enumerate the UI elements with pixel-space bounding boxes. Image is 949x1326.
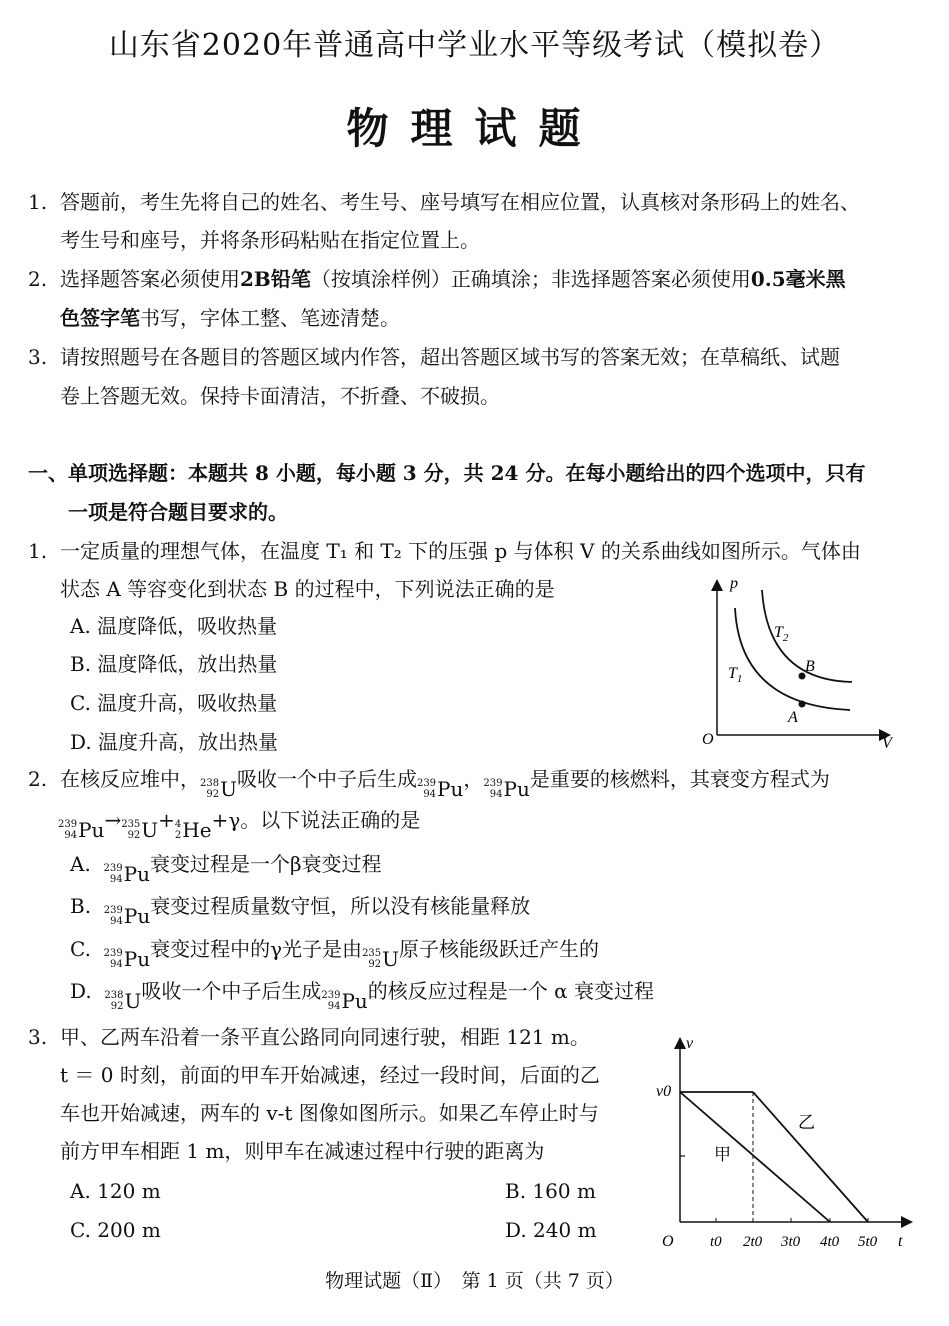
q1-stem-line1: 一定质量的理想气体，在温度 T₁ 和 T₂ 下的压强 p 与体积 V 的关系曲线如图所示。气体由 xyxy=(60,539,861,563)
q2-equation: 239 94 Pu → 235 92 U + 4 2 He +γ。以下说法正确的是 xyxy=(58,808,421,842)
q2-option-c: C. 239 94 Pu 衰变过程中的γ光子是由 235 92 U 原子核能级跃迁产生的 xyxy=(70,937,600,971)
q3-stem-line2: t ＝ 0 时刻，前面的甲车开始减速，经过一段时间，后面的乙 xyxy=(60,1063,600,1087)
exam-title: 山东省2020年普通高中学业水平等级考试（模拟卷） xyxy=(108,28,841,63)
instruction-2-num: 2. xyxy=(28,267,48,291)
q1-label-p: p xyxy=(730,575,738,592)
q2-option-d: D. 238 92 U 吸收一个中子后生成 239 94 Pu 的核反应过程是一个 α 衰变过程 xyxy=(70,979,655,1013)
q3-tick-1: t0 xyxy=(710,1234,722,1250)
q1-curve-t1 xyxy=(735,608,850,710)
instruction-3-num: 3. xyxy=(28,345,48,369)
q1-pv-graph xyxy=(690,570,910,755)
instruction-1-line2: 考生号和座号，并将条形码粘贴在指定位置上。 xyxy=(60,228,480,252)
q2-option-b: B. 239 94 Pu 衰变过程质量数守恒，所以没有核能量释放 xyxy=(70,894,531,928)
q1-label-a: A xyxy=(788,709,798,726)
page-footer: 物理试题（Ⅱ） 第 1 页（共 7 页） xyxy=(325,1270,624,1292)
section1-heading: 一、单项选择题：本题共 8 小题，每小题 3 分，共 24 分。在每小题给出的四个选项中，只有 xyxy=(28,461,866,485)
q3-option-d: D. 240 m xyxy=(505,1218,597,1242)
q1-label-b: B xyxy=(805,658,815,675)
instruction-3-line1: 请按照题号在各题目的答题区域内作答，超出答题区域书写的答案无效；在草稿纸、试题 xyxy=(60,345,840,369)
q3-tick-2: 2t0 xyxy=(743,1234,763,1250)
q3-label-jia: 甲 xyxy=(714,1145,731,1164)
q3-tick-4: 4t0 xyxy=(820,1234,840,1250)
q1-stem-line2: 状态 A 等容变化到状态 B 的过程中，下列说法正确的是 xyxy=(60,577,555,601)
section1-heading-cont: 一项是符合题目要求的。 xyxy=(68,500,288,524)
q1-option-c: C. 温度升高，吸收热量 xyxy=(70,691,278,715)
q3-label-v: v xyxy=(686,1035,694,1052)
q3-tick-3: 3t0 xyxy=(781,1234,801,1250)
q1-label-v: V xyxy=(882,735,892,752)
q3-label-yi: 乙 xyxy=(798,1113,815,1132)
q3-line-jia xyxy=(680,1092,830,1222)
instruction-2-line2: 色签字笔书写，字体工整、笔迹清楚。 xyxy=(60,306,400,330)
q3-num: 3. xyxy=(28,1025,48,1049)
q2-stem-line1: 在核反应堆中， 238 92 U 吸收一个中子后生成 239 94 Pu ， 239 94 Pu 是重要的核燃料，其衰变方程式为 xyxy=(60,767,830,801)
q3-label-t: t xyxy=(898,1233,903,1250)
q3-option-a: A. 120 m xyxy=(70,1179,161,1203)
q1-label-origin: O xyxy=(702,731,714,748)
q1-num: 1. xyxy=(28,539,48,563)
q3-label-v0: v0 xyxy=(656,1083,672,1100)
q3-stem-line1: 甲、乙两车沿着一条平直公路同向同速行驶，相距 121 m。 xyxy=(60,1025,590,1049)
q3-stem-line4: 前方甲车相距 1 m，则甲车在减速过程中行驶的距离为 xyxy=(60,1139,545,1163)
q1-label-t2: $T_2$ xyxy=(774,624,789,644)
instruction-1-num: 1. xyxy=(28,190,48,214)
q3-option-b: B. 160 m xyxy=(505,1179,596,1203)
q3-label-origin: O xyxy=(662,1233,674,1250)
q2-num: 2. xyxy=(28,767,48,791)
q3-line-yi xyxy=(753,1092,868,1222)
q3-option-c: C. 200 m xyxy=(70,1218,161,1242)
q1-option-a: A. 温度降低，吸收热量 xyxy=(70,614,278,638)
q1-point-a xyxy=(799,701,806,708)
q1-label-t1: $T_1$ xyxy=(728,665,743,685)
q3-tick-5: 5t0 xyxy=(858,1234,878,1250)
q3-vt-graph xyxy=(648,1030,916,1260)
q1-option-d: D. 温度升高，放出热量 xyxy=(70,730,279,754)
instruction-1-line1: 答题前，考生先将自己的姓名、考生号、座号填写在相应位置，认真核对条形码上的姓名、 xyxy=(60,190,860,214)
q2-option-a: A. 239 94 Pu 衰变过程是一个β衰变过程 xyxy=(70,852,382,886)
q3-stem-line3: 车也开始减速，两车的 v-t 图像如图所示。如果乙车停止时与 xyxy=(60,1101,599,1125)
exam-subtitle: 物理试题 xyxy=(346,104,603,153)
instruction-3-line2: 卷上答题无效。保持卡面清洁，不折叠、不破损。 xyxy=(60,384,500,408)
q1-option-b: B. 温度降低，放出热量 xyxy=(70,652,278,676)
instruction-2-line1: 选择题答案必须使用2B铅笔（按填涂样例）正确填涂；非选择题答案必须使用0.5毫米黑 xyxy=(60,267,846,291)
